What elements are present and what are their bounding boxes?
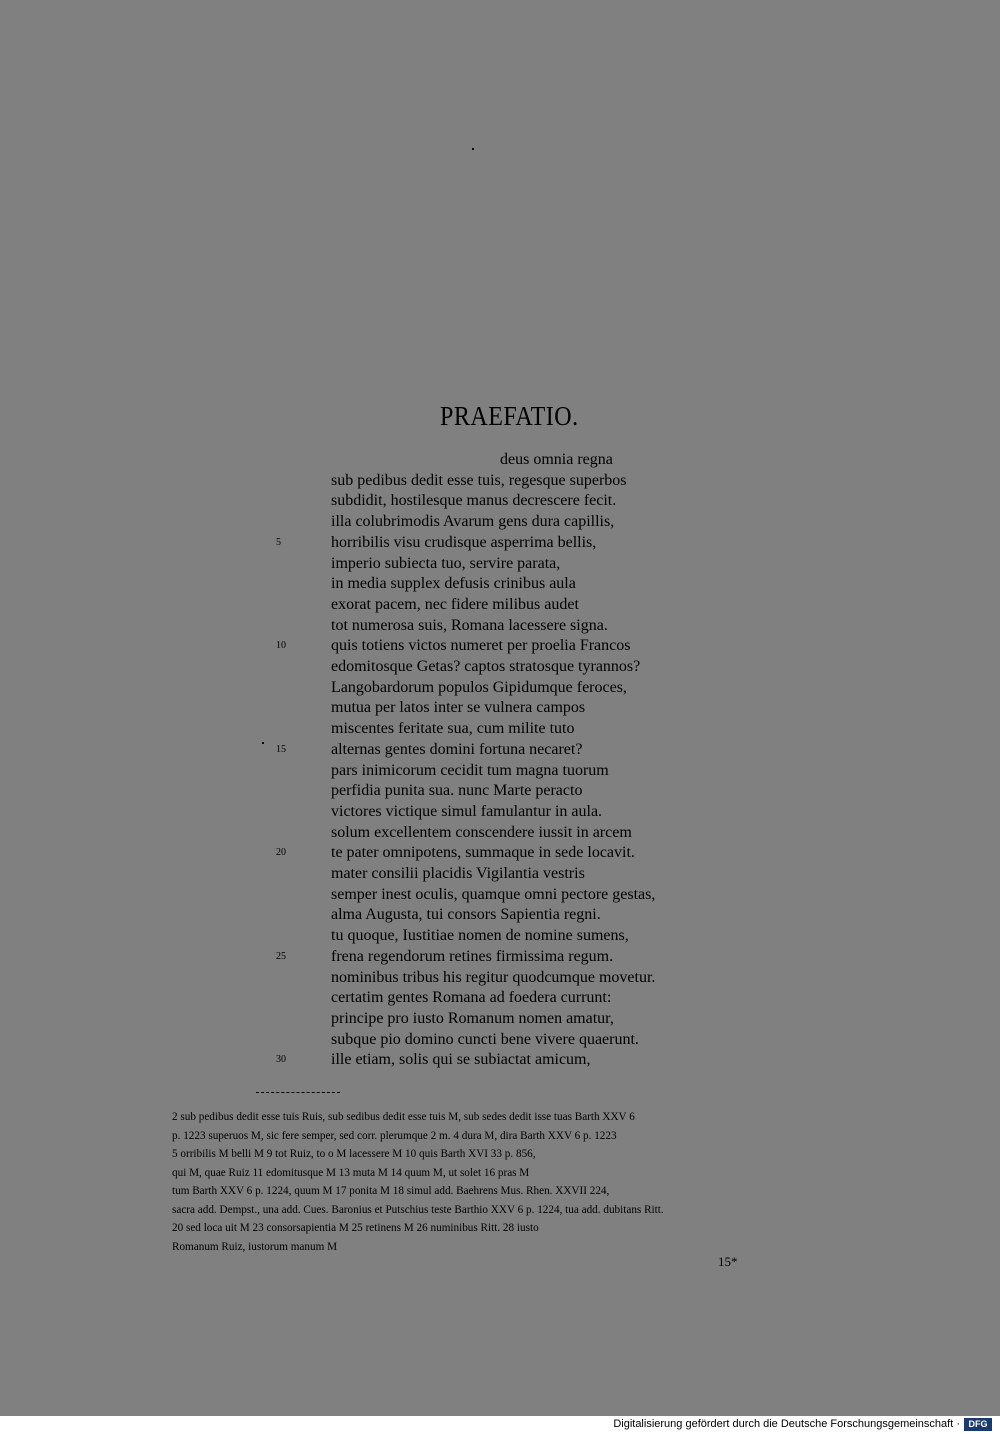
verse-line: Langobardorum populos Gipidumque feroces, [331,679,627,696]
digitization-footer [0,1416,1000,1434]
verse-line: in media supplex defusis crinibus aula [331,575,576,592]
verse-line: mutua per latos inter se vulnera campos [331,699,586,716]
verse-line: te pater omnipotens, summaque in sede locavit. [331,844,635,861]
verse-line: exorat pacem, nec fidere milibus audet [331,596,579,613]
apparatus-line: qui M, quae Ruiz 11 edomitusque M 13 muta M 14 quum M, ut solet 16 pras M [172,1166,530,1179]
ink-speck [262,742,264,744]
verse-line: imperio subiecta tuo, servire parata, [331,555,561,572]
apparatus-line: Romanum Ruiz, iustorum manum M [172,1240,338,1253]
line-number: 10 [276,640,286,651]
verse-line: alternas gentes domini fortuna necaret? [331,741,583,758]
apparatus-line: 2 sub pedibus dedit esse tuis Ruis, sub sedibus dedit esse tuis M, sub sedes dedit isse tuas Barth XXV 6 [172,1111,635,1123]
apparatus-line: 20 sed loca uit M 23 consorsapientia M 25 retinens M 26 numinibus Ritt. 28 iusto [172,1222,539,1234]
line-number: 30 [276,1054,286,1065]
verse-line: subque pio domino cuncti bene vivere quaerunt. [331,1031,639,1048]
page-title: PRAEFATIO. [440,402,579,432]
verse-line: deus omnia regna [500,451,613,468]
verse-line: nominibus tribus his regitur quodcumque movetur. [331,969,656,986]
verse-line: edomitosque Getas? captos stratosque tyrannos? [331,658,641,675]
ink-speck [472,148,474,150]
verse-line: mater consilii placidis Vigilantia vestris [331,865,585,882]
verse-line: ille etiam, solis qui se subiactat amicum, [331,1051,591,1068]
verse-line: semper inest oculis, quamque omni pectore gestas, [331,886,656,903]
footer-credit: Digitalisierung gefördert durch die Deutsche Forschungsgemeinschaft · [613,1418,960,1430]
line-number: 20 [276,847,286,858]
verse-line: pars inimicorum cecidit tum magna tuorum [331,762,609,779]
verse-line: miscentes feritate sua, cum milite tuto [331,720,575,737]
verse-line: quis totiens victos numeret per proelia Francos [331,637,631,654]
verse-line: frena regendorum retines firmissima regum. [331,948,614,965]
verse-line: perfidia punita sua. nunc Marte peracto [331,782,583,799]
apparatus-line: 5 orribilis M belli M 9 tot Ruiz, to o M lacessere M 10 quis Barth XVI 33 p. 856, [172,1148,536,1160]
verse-line: horribilis visu crudisque asperrima bellis, [331,534,597,551]
verse-line: tot numerosa suis, Romana lacessere signa. [331,617,608,634]
page-number: 15* [718,1254,738,1269]
verse-line: alma Augusta, tui consors Sapientia regni. [331,906,601,923]
verse-line: illa colubrimodis Avarum gens dura capillis, [331,513,615,530]
verse-line: tu quoque, Iustitiae nomen de nomine sumens, [331,927,629,944]
line-number: 5 [276,537,281,548]
apparatus-line: tum Barth XXV 6 p. 1224, quum M 17 ponita M 18 simul add. Baehrens Mus. Rhen. XXVII 224, [172,1185,610,1197]
verse-line: certatim gentes Romana ad foedera currunt: [331,989,612,1006]
line-number: 25 [276,951,286,962]
line-number: 15 [276,744,286,755]
footnote-rule [256,1092,340,1093]
dfg-logo-icon: DFG [964,1418,992,1431]
apparatus-line: sacra add. Dempst., una add. Cues. Baronius et Putschius teste Barthio XXV 6 p. 1224, tua add. dubitans Ritt. [172,1203,664,1216]
verse-line: solum excellentem conscendere iussit in arcem [331,824,632,841]
verse-line: victores victique simul famulantur in aula. [331,803,603,820]
apparatus-line: p. 1223 superuos M, sic fere semper, sed corr. plerumque 2 m. 4 dura M, dira Barth XXV 6 p. 1223 [172,1129,617,1142]
verse-line: principe pro iusto Romanum nomen amatur, [331,1010,614,1027]
verse-line: subdidit, hostilesque manus decrescere fecit. [331,492,617,509]
verse-line: sub pedibus dedit esse tuis, regesque superbos [331,472,627,489]
critical-apparatus [172,1108,828,1256]
